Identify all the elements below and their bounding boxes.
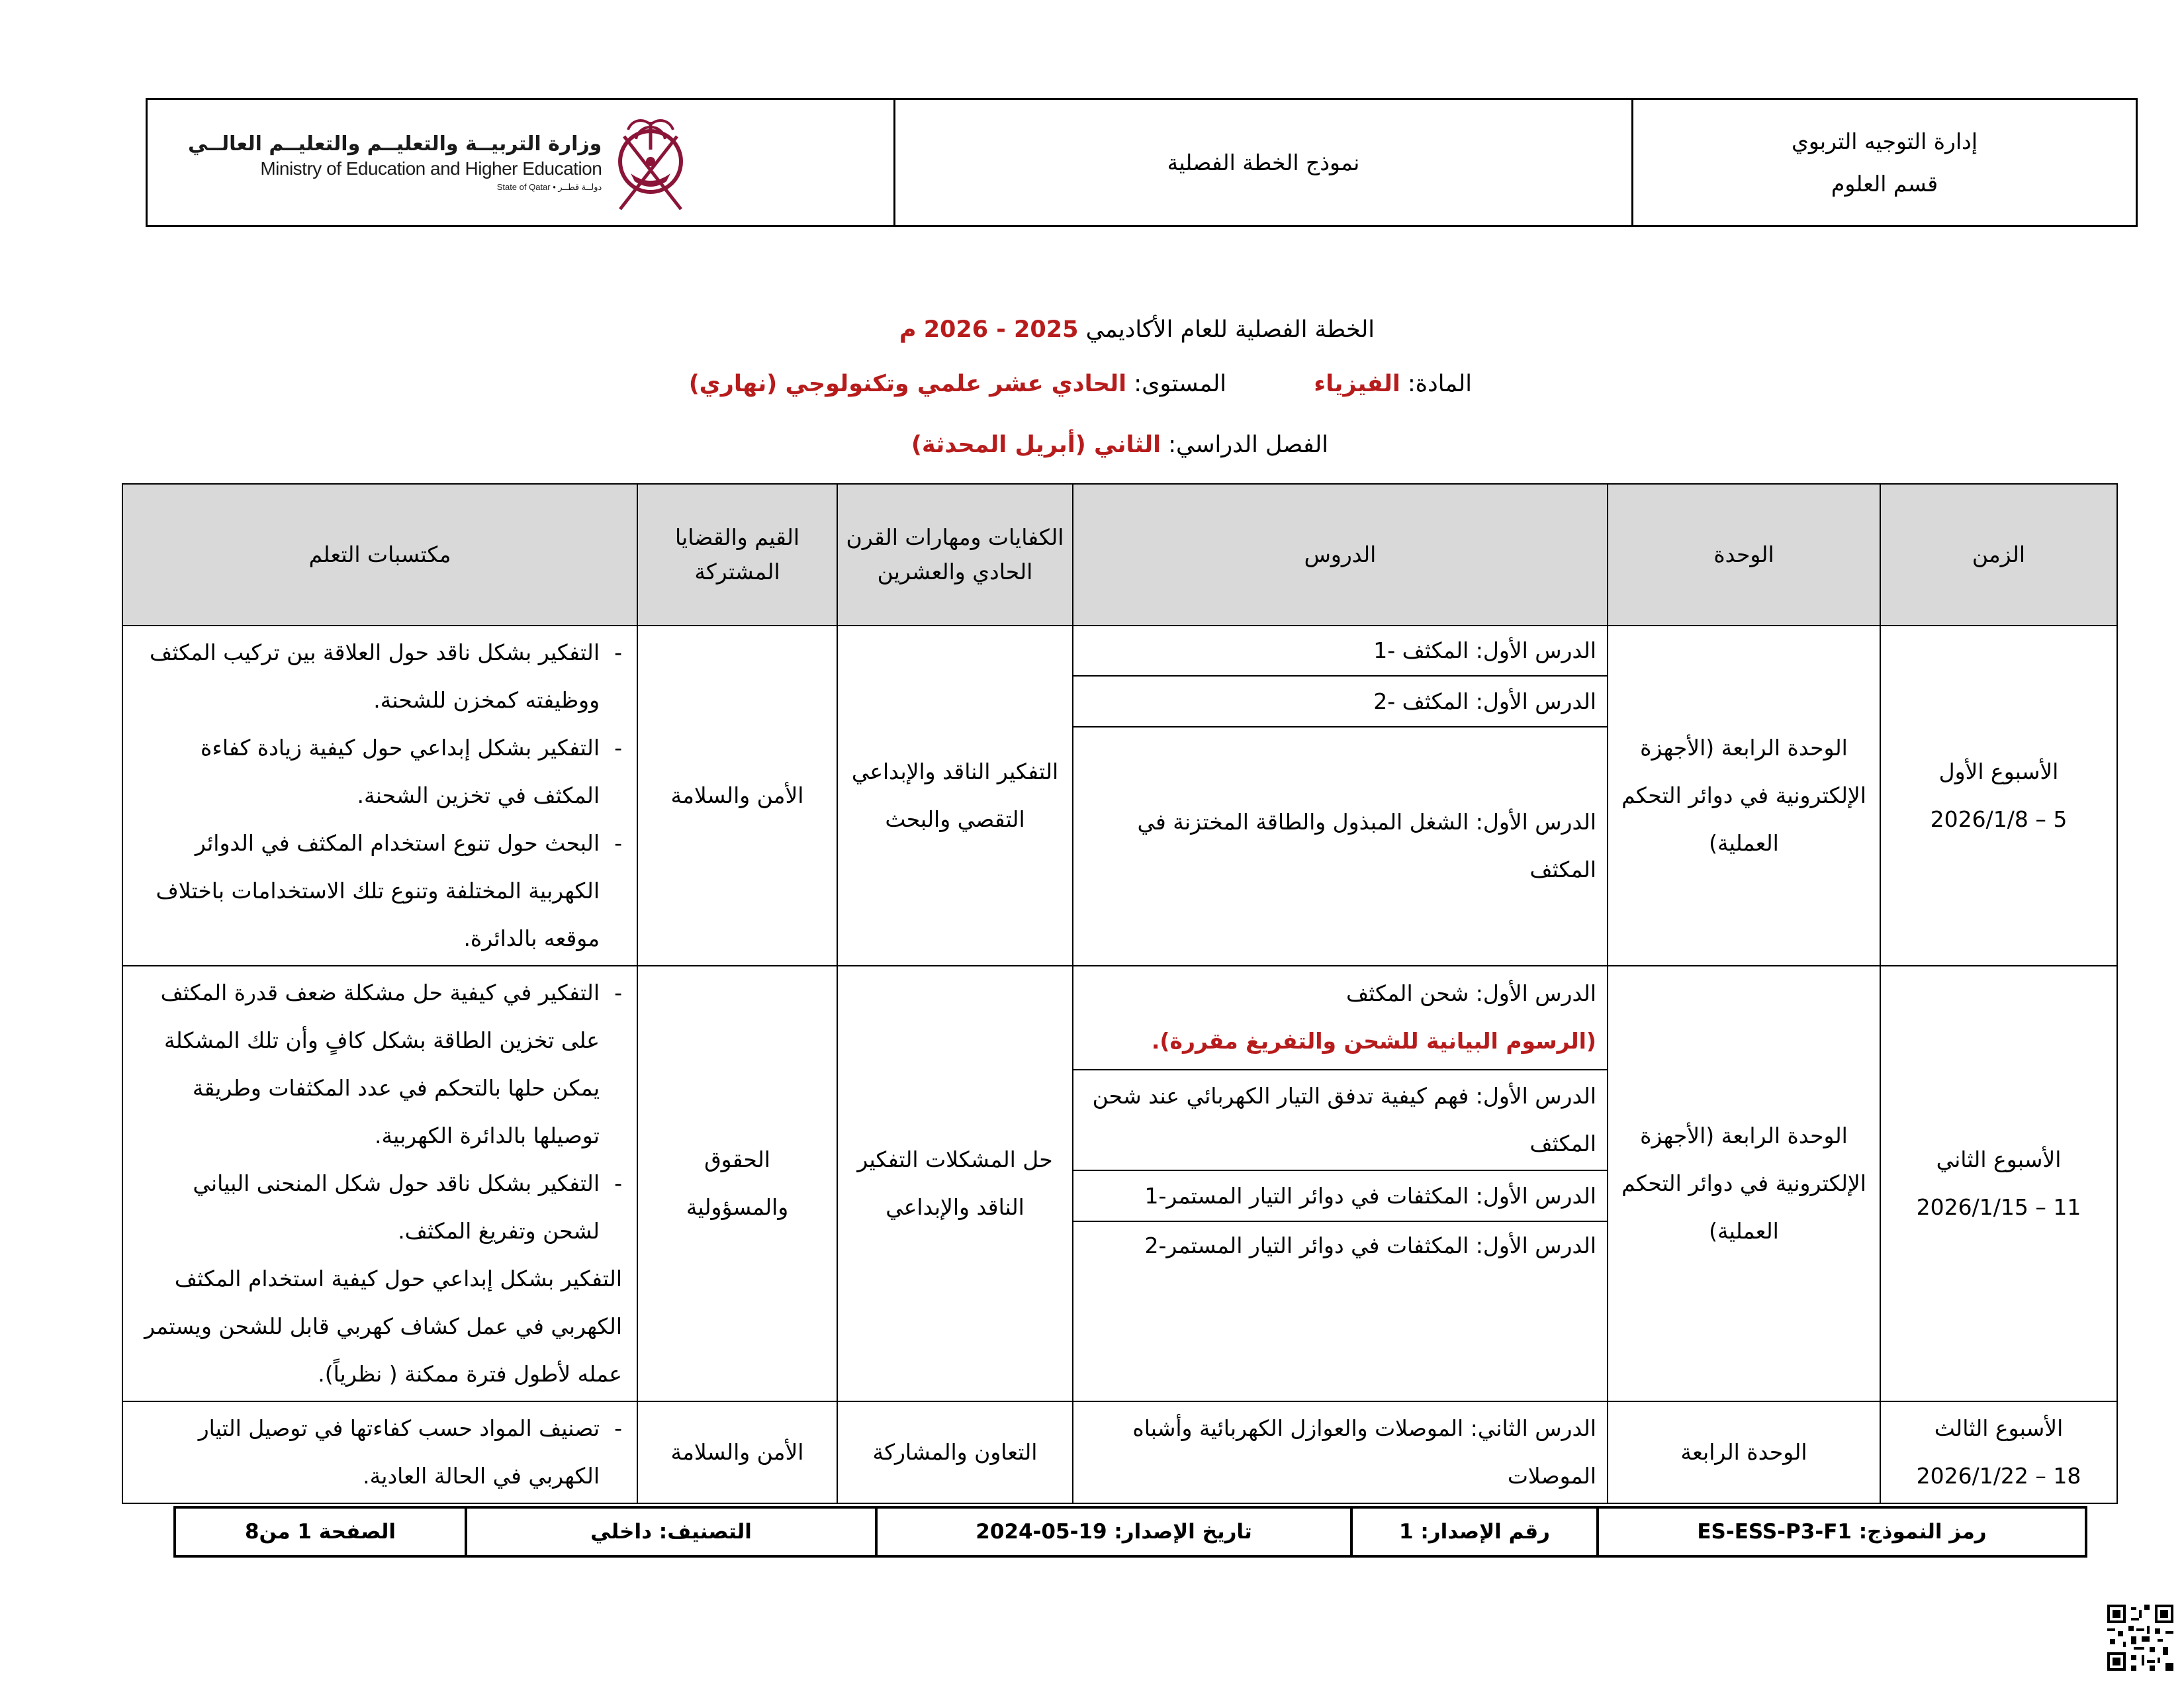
lesson-cell: الدرس الأول: فهم كيفية تدفق التيار الكهربائي عند شحن المكثف — [1073, 1070, 1608, 1170]
plan-title — [899, 316, 1375, 343]
logo-english: Ministry of Education and Higher Education — [260, 158, 602, 179]
plan-year: 2025 - 2026 — [923, 316, 1079, 343]
outcome-item: - التفكير بشكل ناقد حول شكل المنحنى البياني لشحن وتفريغ المكثف. — [134, 1160, 622, 1255]
week-dates: 5 – 2026/1/8 — [1930, 806, 2068, 832]
outcome-item: التفكير بشكل إبداعي حول كيفية استخدام المكثف الكهربي في عمل كشاف كهربي قابل للشحن ويستمر عمله لأطول فترة ممكنة ( نظرياً). — [144, 1266, 622, 1387]
section-name: قسم العلوم — [1831, 170, 1938, 197]
competencies-cell: التفكير الناقد والإبداعي التقصي والبحث — [837, 626, 1073, 966]
lesson-cell: الدرس الأول: المكثف -2 — [1073, 676, 1608, 726]
competencies-cell: التعاون والمشاركة — [837, 1401, 1073, 1503]
logo-arabic: وزارة التربيــة والتعليــم والتعليــم العالــي — [188, 132, 602, 156]
lesson-cell: الدرس الأول: المكثف -1 — [1073, 626, 1608, 676]
header-values: القيم والقضايا المشتركة — [637, 484, 837, 626]
department-cell — [1633, 100, 2136, 225]
ministry-logo-text — [188, 132, 602, 193]
plan-title-prefix: الخطة الفصلية للعام الأكاديمي — [1085, 316, 1375, 343]
issue-date: تاريخ الإصدار: 19-05-2024 — [876, 1507, 1351, 1556]
form-title-cell — [895, 100, 1633, 225]
department-name: إدارة التوجيه التربوي — [1792, 128, 1978, 154]
lesson-cell: الدرس الأول: الشغل المبذول والطاقة المختزنة في المكثف — [1073, 727, 1608, 966]
term-line — [911, 432, 1328, 458]
term-label: الفصل الدراسي: — [1168, 432, 1328, 458]
header-competencies: الكفايات ومهارات القرن الحادي والعشرين — [837, 484, 1073, 626]
table-row — [122, 966, 2117, 1070]
header-lessons: الدروس — [1073, 484, 1608, 626]
header-time: الزمن — [1880, 484, 2117, 626]
ministry-logo-cell — [148, 100, 895, 225]
form-title: نموذج الخطة الفصلية — [1167, 150, 1360, 175]
values-cell: الحقوق والمسؤولية — [637, 966, 837, 1401]
outcome-item: - البحث حول تنوع استخدام المكثف في الدوائر الكهربية المختلفة وتنوع تلك الاستخدامات باختلاف موقعه بالدائرة. — [134, 820, 622, 962]
semester-plan-table — [122, 483, 2118, 1504]
subject-label: المادة: — [1407, 371, 1472, 397]
subject-value: الفيزياء — [1314, 371, 1400, 397]
outcomes-cell — [122, 626, 637, 966]
unit-cell: الوحدة الرابعة (الأجهزة الإلكترونية في دوائر التحكم العملية) — [1608, 966, 1880, 1401]
values-cell: الأمن والسلامة — [637, 1401, 837, 1503]
qr-code-icon — [2107, 1605, 2173, 1671]
week-dates: 11 – 2026/1/15 — [1916, 1194, 2081, 1220]
lesson-text: الدرس الأول: شحن المكثف — [1346, 980, 1596, 1007]
values-cell: الأمن والسلامة — [637, 626, 837, 966]
table-row — [122, 626, 2117, 676]
outcome-item: - تصنيف المواد حسب كفاءتها في توصيل التيار الكهربي في الحالة العادية. — [134, 1405, 622, 1500]
outcome-item: - التفكير بشكل ناقد حول العلاقة بين تركيب المكثف ووظيفته كمخزن للشحنة. — [134, 629, 622, 724]
lesson-cell: الدرس الثاني: الموصلات والعوازل الكهربائية وأشباه الموصلات — [1073, 1401, 1608, 1503]
level-label: المستوى: — [1134, 371, 1226, 397]
plan-year-suffix: م — [899, 316, 917, 343]
outcome-item: - التفكير في كيفية حل مشكلة ضعف قدرة المكثف على تخزين الطاقة بشكل كافٍ وأن تلك المشكلة يمكن حلها بالتحكم في عدد المكثفات وطريقة توصيلها بالدائرة الكهربية. — [134, 969, 622, 1160]
term-value: الثاني (أبريل المحدثة) — [911, 432, 1161, 458]
header-unit: الوحدة — [1608, 484, 1880, 626]
unit-cell: الوحدة الرابعة — [1608, 1401, 1880, 1503]
level-value: الحادي عشر علمي وتكنولوجي (نهاري) — [688, 371, 1127, 397]
week-cell — [1880, 1401, 2117, 1503]
outcomes-cell — [122, 1401, 637, 1503]
lesson-cell: الدرس الأول: المكثفات في دوائر التيار المستمر-2 — [1073, 1221, 1608, 1401]
header-outcomes: مكتسبات التعلم — [122, 484, 637, 626]
week-name: الأسبوع الثالث — [1934, 1415, 2064, 1441]
unit-cell: الوحدة الرابعة (الأجهزة الإلكترونية في دوائر التحكم العملية) — [1608, 626, 1880, 966]
table-header-row — [122, 484, 2117, 626]
lesson-cell — [1073, 966, 1608, 1070]
document-footer — [173, 1506, 2087, 1558]
outcomes-cell — [122, 966, 637, 1401]
lesson-note: (الرسوم البيانية للشحن والتفريغ مقررة). — [1151, 1028, 1596, 1055]
logo-state: State of Qatar • دولــة قطــر — [496, 182, 602, 192]
week-name: الأسبوع الثاني — [1936, 1147, 2062, 1172]
week-dates: 18 – 2026/1/22 — [1916, 1463, 2081, 1489]
competencies-cell: حل المشكلات التفكير الناقد والإبداعي — [837, 966, 1073, 1401]
classification: التصنيف: داخلي — [466, 1507, 876, 1556]
form-code: رمز النموذج: ES-ESS-P3-F1 — [1598, 1507, 2086, 1556]
version-number: رقم الإصدار: 1 — [1351, 1507, 1598, 1556]
table-row — [122, 1401, 2117, 1503]
qatar-emblem-icon — [611, 110, 690, 216]
week-name: الأسبوع الأول — [1938, 759, 2059, 784]
page-number: الصفحة 1 من8 — [175, 1507, 466, 1556]
outcome-item: - التفكير بشكل إبداعي حول كيفية زيادة كفاءة المكثف في تخزين الشحنة. — [134, 724, 622, 820]
week-cell — [1880, 966, 2117, 1401]
lesson-cell: الدرس الأول: المكثفات في دوائر التيار المستمر-1 — [1073, 1170, 1608, 1221]
week-cell — [1880, 626, 2117, 966]
header-box — [146, 98, 2138, 227]
subject-line — [689, 371, 1472, 397]
